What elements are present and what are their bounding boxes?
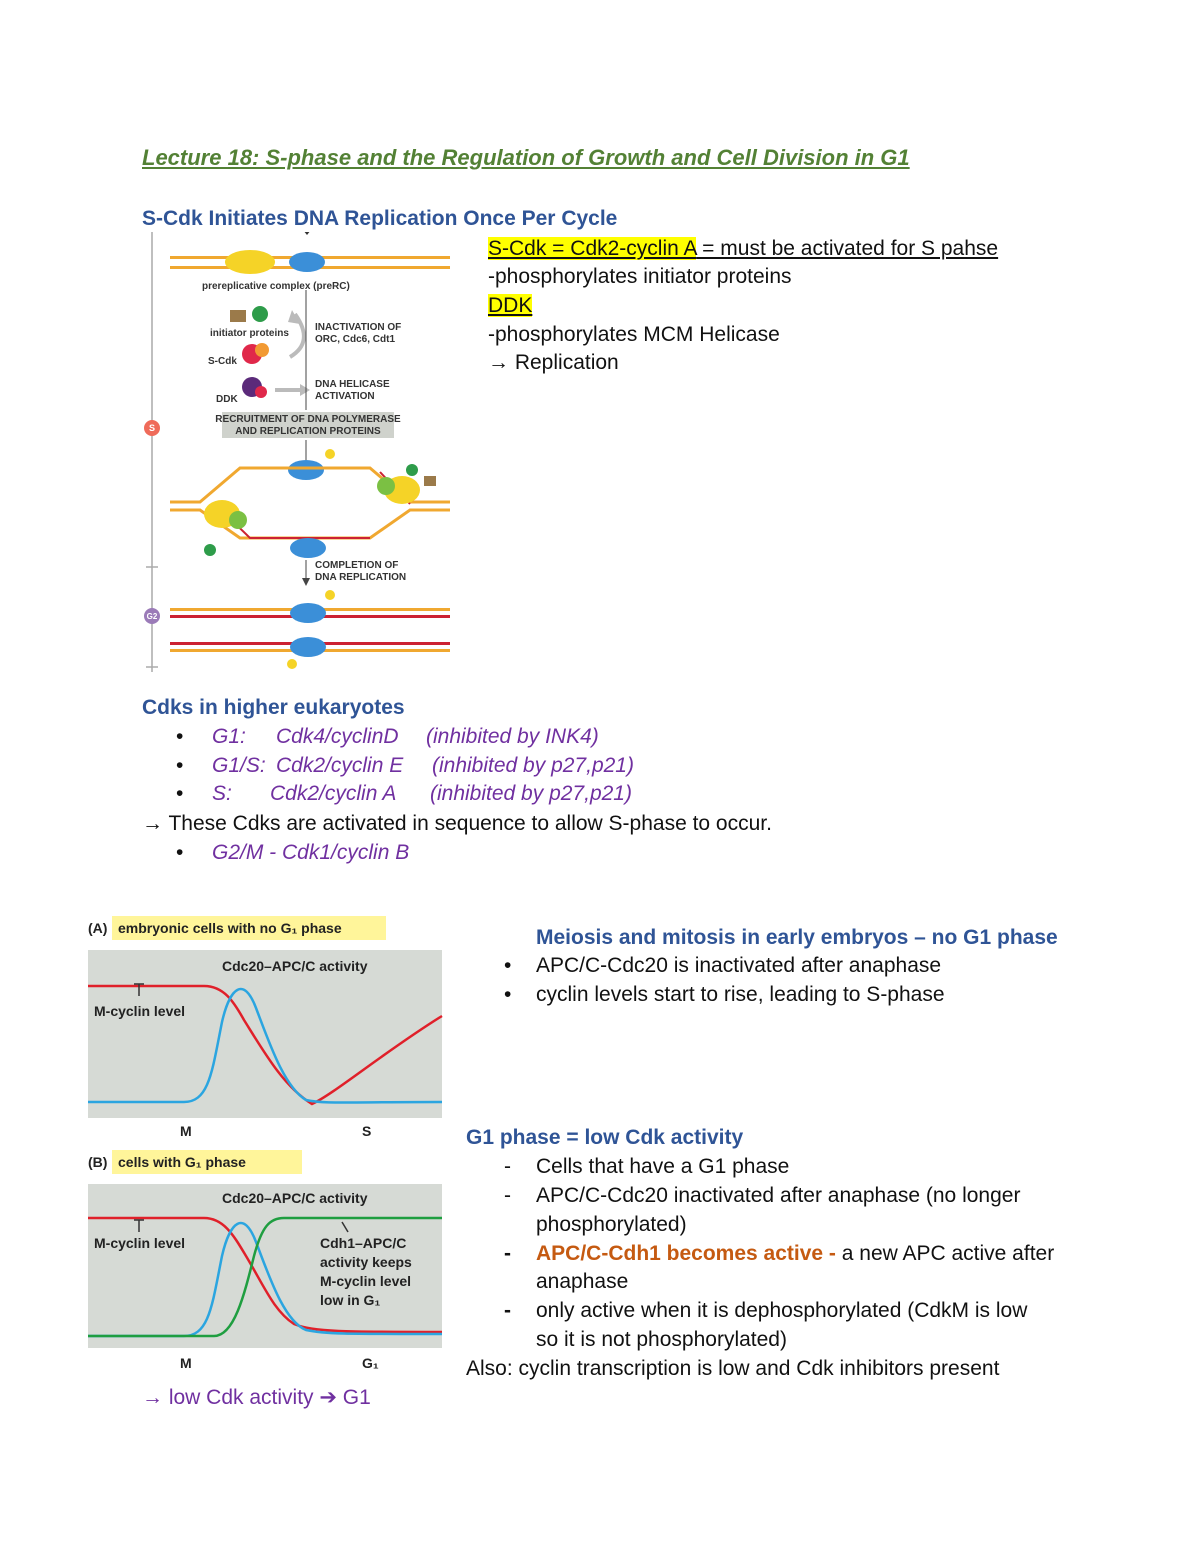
cdk-bullet-2: •	[176, 754, 184, 777]
graph-b-letter: (B)	[88, 1154, 108, 1170]
g1-item-3b: anaphase	[536, 1270, 629, 1293]
g2-phase-label: G2	[146, 612, 158, 621]
replication-line: → Replication	[488, 351, 619, 374]
cdk-phase-1: G1:	[212, 725, 246, 748]
cdk-sequence-line: → These Cdks are activated in sequence to allow S-phase to occur.	[142, 812, 772, 835]
completion-label-1: COMPLETION OF	[315, 560, 399, 571]
graph-b-cdh1-label-3: M-cyclin level	[320, 1273, 412, 1289]
phospho-marker-3	[287, 659, 297, 669]
graph-b-cdh1-label-1: Cdh1–APC/C	[320, 1235, 407, 1251]
cdk-bullet-3: •	[176, 782, 184, 805]
helicase-label-2: ACTIVATION	[315, 391, 375, 402]
phospho-marker-2	[325, 590, 335, 600]
g1-dash-1: -	[504, 1155, 511, 1178]
ddk-line-2: -phosphorylates MCM Helicase	[488, 323, 780, 346]
graph-b-mcyclin-label: M-cyclin level	[94, 1235, 186, 1251]
helicase-bottom	[290, 538, 326, 558]
initiator-protein-icon	[230, 310, 246, 322]
recruitment-label-2: AND REPLICATION PROTEINS	[235, 426, 381, 437]
graph-b-x-m: M	[180, 1355, 192, 1371]
prerc-label: prereplicative complex (preRC)	[202, 281, 350, 292]
cdk-bullet-4: •	[176, 841, 184, 864]
meiosis-item-2: cyclin levels start to rise, leading to S-phase	[536, 983, 945, 1006]
g1-dash-3: -	[504, 1242, 511, 1265]
ddk-highlight: DDK	[488, 294, 533, 317]
graph-a-x-s: S	[362, 1123, 372, 1139]
g1-item-3-rest: a new APC active after	[841, 1242, 1055, 1265]
cdk-g2m: G2/M - Cdk1/cyclin B	[212, 841, 410, 864]
initiator-left	[204, 544, 216, 556]
cdk-inhibitor-1: (inhibited by INK4)	[426, 725, 599, 748]
g1-heading: G1 phase = low Cdk activity	[466, 1126, 744, 1149]
initiator-label: initiator proteins	[210, 328, 289, 339]
replication-diagram	[140, 232, 460, 682]
initiator-right-2	[424, 476, 436, 486]
initiator-right	[406, 464, 418, 476]
graph-b-label: cells with G₁ phase	[118, 1154, 246, 1170]
scdk-definition	[488, 234, 998, 263]
graph-a-mcyclin-label: M-cyclin level	[94, 1003, 186, 1019]
graph-b-cdh1-label-2: activity keeps	[320, 1254, 412, 1270]
inactivation-label-1: INACTIVATION OF	[315, 322, 402, 333]
ddk-line	[488, 291, 532, 320]
cdk-bullet-1: •	[176, 725, 184, 748]
cdk-name-3: Cdk2/cyclin A	[270, 782, 397, 805]
phospho-marker	[325, 449, 335, 459]
g1-also-line: Also: cyclin transcription is low and Cdk inhibitors present	[466, 1357, 1000, 1380]
g1-dash-4: -	[504, 1299, 511, 1322]
meiosis-bullet-1: •	[504, 954, 512, 977]
graph-a-embryonic	[84, 912, 446, 1144]
recruitment-label-1: RECRUITMENT OF DNA POLYMERASE	[215, 414, 401, 425]
graph-b-g1	[84, 1146, 446, 1378]
cdk-name-2: Cdk2/cyclin E	[276, 754, 404, 777]
cdk-name-1: Cdk4/cyclinD	[276, 725, 399, 748]
g1-item-4b: so it is not phosphorylated)	[536, 1328, 787, 1351]
scdk-rest: = must be activated for S pahse	[696, 237, 999, 260]
scdk-fig-label: S-Cdk	[208, 356, 237, 367]
cdk-phase-2: G1/S:	[212, 754, 266, 777]
graph-a-letter: (A)	[88, 920, 108, 936]
scdk-line-2: -phosphorylates initiator proteins	[488, 265, 792, 288]
s-phase-label: S	[148, 423, 156, 433]
pcna-right	[377, 477, 395, 495]
initiator-protein-icon-2	[252, 306, 268, 322]
g1-item-3	[536, 1239, 1054, 1268]
cdks-heading: Cdks in higher eukaryotes	[142, 696, 405, 719]
helicase-daughter-2	[290, 637, 326, 657]
graph-b-cdh1-label-4: low in G₁	[320, 1292, 381, 1308]
section-heading-scdk: S-Cdk Initiates DNA Replication Once Per Cycle	[142, 207, 618, 230]
cdk-inhibitor-3: (inhibited by p27,p21)	[430, 782, 632, 805]
cdk-inhibitor-2: (inhibited by p27,p21)	[432, 754, 634, 777]
helicase-top	[288, 460, 324, 480]
cdk-phase-3: S:	[212, 782, 232, 805]
ddk-subunit-icon	[255, 386, 267, 398]
scdk-highlight: S-Cdk = Cdk2-cyclin A	[488, 237, 697, 260]
cdh1-active-highlight: APC/C-Cdh1 becomes active -	[536, 1242, 842, 1265]
graph-a-label: embryonic cells with no G₁ phase	[118, 920, 342, 936]
helicase-label-1: DNA HELICASE	[315, 379, 390, 390]
pcna-left	[229, 511, 247, 529]
completion-label-2: DNA REPLICATION	[315, 572, 407, 583]
g1-item-4a: only active when it is dephosphorylated (CdkM is low	[536, 1299, 1028, 1322]
mcm-helicase	[289, 252, 325, 272]
g1-dash-2: -	[504, 1184, 511, 1207]
meiosis-heading: Meiosis and mitosis in early embryos – no G1 phase	[536, 926, 1058, 949]
page-title: Lecture 18: S-phase and the Regulation of Growth and Cell Division in G1	[142, 145, 910, 170]
inactivation-label-2: ORC, Cdc6, Cdt1	[315, 334, 396, 345]
meiosis-bullet-2: •	[504, 983, 512, 1006]
orc-complex	[225, 250, 275, 274]
graph-a-apc-label: Cdc20–APC/C activity	[222, 958, 368, 974]
g1-item-2a: APC/C-Cdc20 inactivated after anaphase (no longer	[536, 1184, 1021, 1207]
g1-item-1: Cells that have a G1 phase	[536, 1155, 790, 1178]
graph-b-x-g1: G₁	[362, 1355, 379, 1371]
helicase-daughter-1	[290, 603, 326, 623]
meiosis-item-1: APC/C-Cdc20 is inactivated after anaphase	[536, 954, 942, 977]
low-cdk-activity: → low Cdk activity ➔ G1	[142, 1386, 371, 1409]
ddk-fig-label: DDK	[216, 394, 238, 405]
cyclin-icon	[255, 343, 269, 357]
graph-b-apc-label: Cdc20–APC/C activity	[222, 1190, 368, 1206]
g1-item-2b: phosphorylated)	[536, 1213, 687, 1236]
graph-a-x-m: M	[180, 1123, 192, 1139]
